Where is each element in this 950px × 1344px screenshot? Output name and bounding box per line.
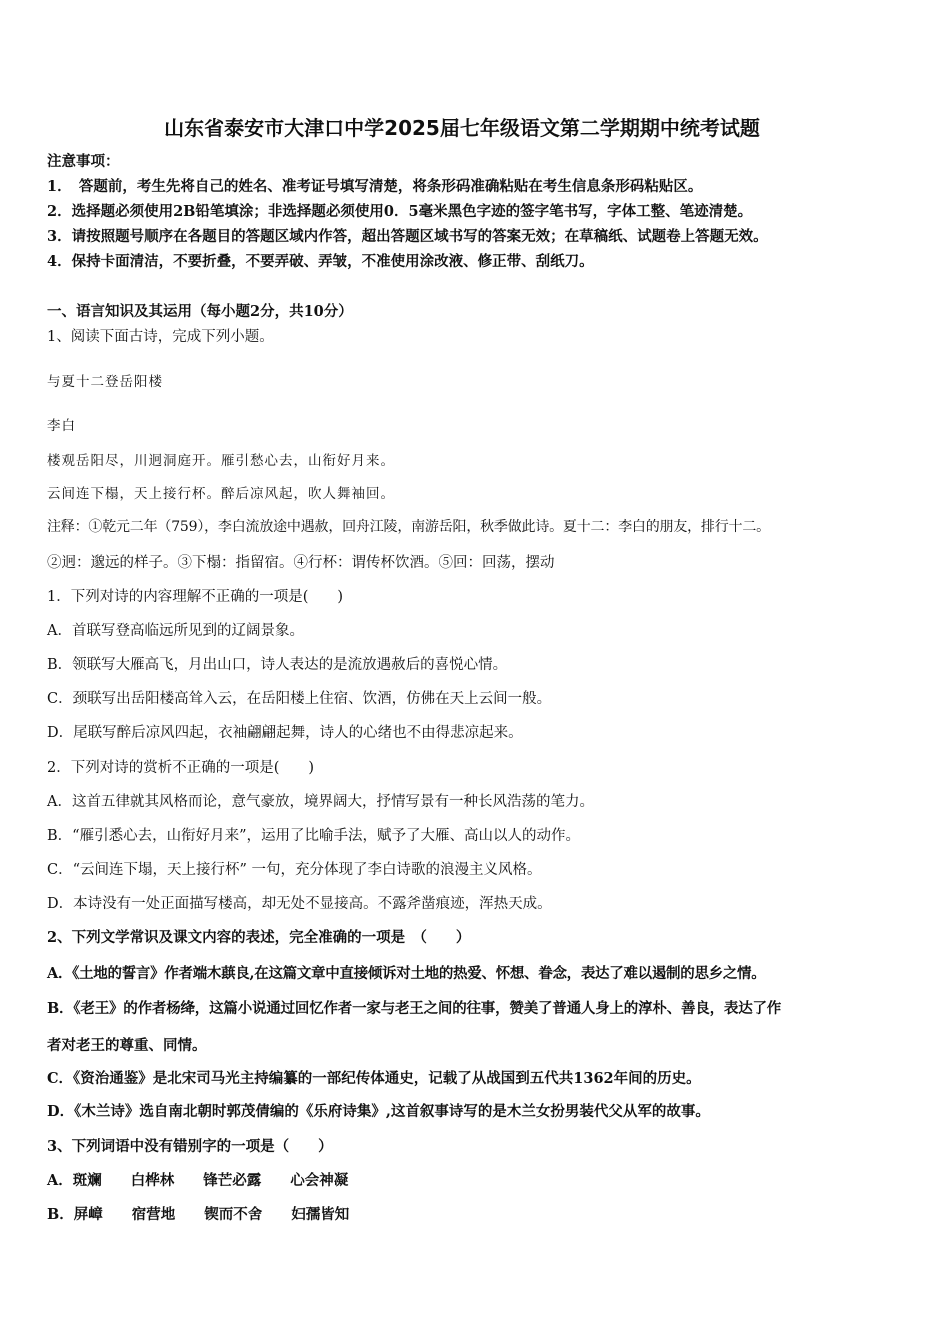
poem-line-2: 云间连下榻，天上接行杯。醉后凉风起，吹人舞袖回。: [47, 486, 395, 502]
notice-item-3: 3．请按照题号顺序在各题目的答题区域内作答，超出答题区域书写的答案无效；在草稿纸、试题卷上答题无效。: [47, 228, 768, 245]
notice-item-4: 4．保持卡面清洁，不要折叠，不要弄破、弄皱，不准使用涂改液、修正带、刮纸刀。: [47, 253, 594, 270]
page-title: 山东省泰安市大津口中学2025届七年级语文第二学期期中统考试题: [164, 116, 760, 140]
q2-option-c: C．《资治通鉴》是北宋司马光主持编纂的一部纪传体通史，记载了从战国到五代共1362年间的历史。: [47, 1070, 701, 1087]
section1-heading: 一、语言知识及其运用（每小题2分，共10分）: [47, 303, 353, 320]
q1-intro: 1、阅读下面古诗，完成下列小题。: [47, 329, 274, 345]
sub1-option-c: C．颈联写出岳阳楼高耸入云，在岳阳楼上住宿、饮酒，仿佛在天上云间一般。: [47, 691, 552, 707]
poem-note-1: 注释：①乾元二年（759），李白流放途中遇赦，回舟江陵，南游岳阳，秋季做此诗。夏十二：李白的朋友，排行十二。: [47, 519, 770, 535]
notice-item-2: 2．选择题必须使用2B铅笔填涂；非选择题必须使用0．5毫米黑色字迹的签字笔书写，字体工整、笔迹清楚。: [47, 203, 753, 220]
sub1-option-b: B．领联写大雁高飞，月出山口，诗人表达的是流放遇赦后的喜悦心情。: [47, 657, 508, 673]
sub1-option-d: D．尾联写醉后凉风四起，衣袖翩翩起舞，诗人的心绪也不由得悲凉起来。: [47, 725, 523, 741]
q3-option-b: B．屏嶂 宿营地 锲而不舍 妇孺皆知: [47, 1206, 350, 1223]
q2-option-a: A．《土地的誓言》作者端木蕻良,在这篇文章中直接倾诉对土地的热爱、怀想、眷念，表达了难以遏制的思乡之情。: [47, 965, 766, 982]
sub1-stem: 1．下列对诗的内容理解不正确的一项是( ): [47, 589, 344, 605]
sub1-option-a: A．首联写登高临远所见到的辽阔景象。: [47, 623, 304, 639]
q2-stem: 2、下列文学常识及课文内容的表述，完全准确的一项是 （ ）: [47, 929, 471, 946]
q2-option-d: D．《木兰诗》选自南北朝时郭茂倩编的《乐府诗集》,这首叙事诗写的是木兰女扮男装代父从军的故事。: [47, 1103, 710, 1120]
q3-stem: 3、下列词语中没有错别字的一项是（ ）: [47, 1138, 333, 1155]
q2-option-b-line1: B．《老王》的作者杨绛，这篇小说通过回忆作者一家与老王之间的往事，赞美了普通人身上的淳朴、善良，表达了作: [47, 1000, 782, 1017]
q3-option-a: A．斑斓 白桦林 锋芒必露 心会神凝: [47, 1172, 349, 1189]
sub2-option-b: B．“雁引悉心去，山衔好月来”，运用了比喻手法，赋予了大雁、高山以人的动作。: [47, 828, 580, 844]
sub2-option-a: A．这首五律就其风格而论，意气豪放，境界阔大，抒情写景有一种长风浩荡的笔力。: [47, 794, 594, 810]
poem-line-1: 楼观岳阳尽，川迥洞庭开。雁引愁心去，山衔好月来。: [47, 453, 395, 469]
sub2-option-c: C．“云间连下塌，天上接行杯” 一句，充分体现了李白诗歌的浪漫主义风格。: [47, 862, 542, 878]
poem-author: 李白: [47, 418, 76, 434]
notice-item-1: 1． 答题前，考生先将自己的姓名、准考证号填写清楚，将条形码准确粘贴在考生信息条形码粘贴区。: [47, 178, 703, 195]
poem-note-2: ②迥：邈远的样子。③下榻：指留宿。④行杯：谓传杯饮酒。⑤回：回荡，摆动: [47, 555, 555, 571]
poem-title: 与夏十二登岳阳楼: [47, 374, 163, 390]
q2-option-b-line2: 者对老王的尊重、同情。: [47, 1037, 207, 1054]
sub2-option-d: D．本诗没有一处正面描写楼高，却无处不显接高。不露斧凿痕迹，浑热天成。: [47, 896, 552, 912]
sub2-stem: 2．下列对诗的赏析不正确的一项是( ): [47, 760, 315, 776]
notice-heading: 注意事项：: [47, 153, 120, 170]
